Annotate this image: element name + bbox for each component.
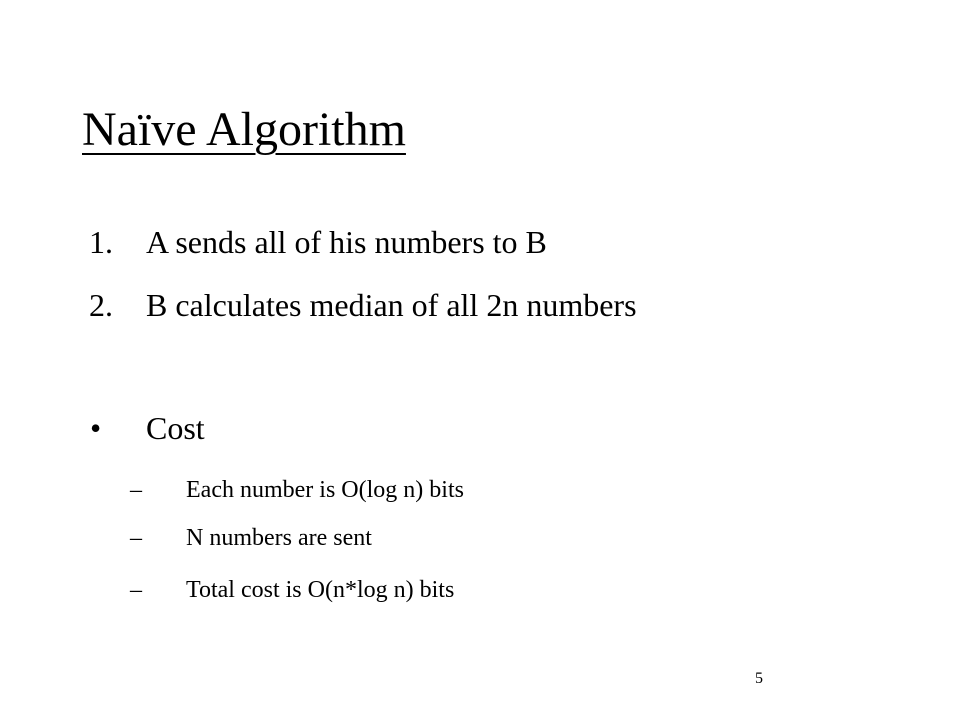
slide-title: Naïve Algorithm <box>82 103 406 156</box>
sub-item-text: Each number is O(log n) bits <box>186 477 464 503</box>
sub-item-1 <box>0 475 960 505</box>
sub-item-3 <box>0 575 960 605</box>
item-marker: 2. <box>89 287 113 323</box>
numbered-item-2 <box>0 285 960 325</box>
dash-marker: – <box>130 477 142 503</box>
bullet-marker: • <box>90 410 102 446</box>
numbered-item-1 <box>0 222 960 262</box>
item-text: B calculates median of all 2n numbers <box>146 287 637 323</box>
item-text: A sends all of his numbers to B <box>146 224 547 260</box>
bullet-item-cost <box>0 408 960 448</box>
item-marker: 1. <box>89 224 113 260</box>
dash-marker: – <box>130 525 142 551</box>
bullet-text: Cost <box>146 410 205 446</box>
sub-item-text: N numbers are sent <box>186 525 372 551</box>
dash-marker: – <box>130 577 142 603</box>
sub-item-text: Total cost is O(n*log n) bits <box>186 577 455 603</box>
slide-number: 5 <box>755 670 763 687</box>
sub-item-2 <box>0 523 960 553</box>
